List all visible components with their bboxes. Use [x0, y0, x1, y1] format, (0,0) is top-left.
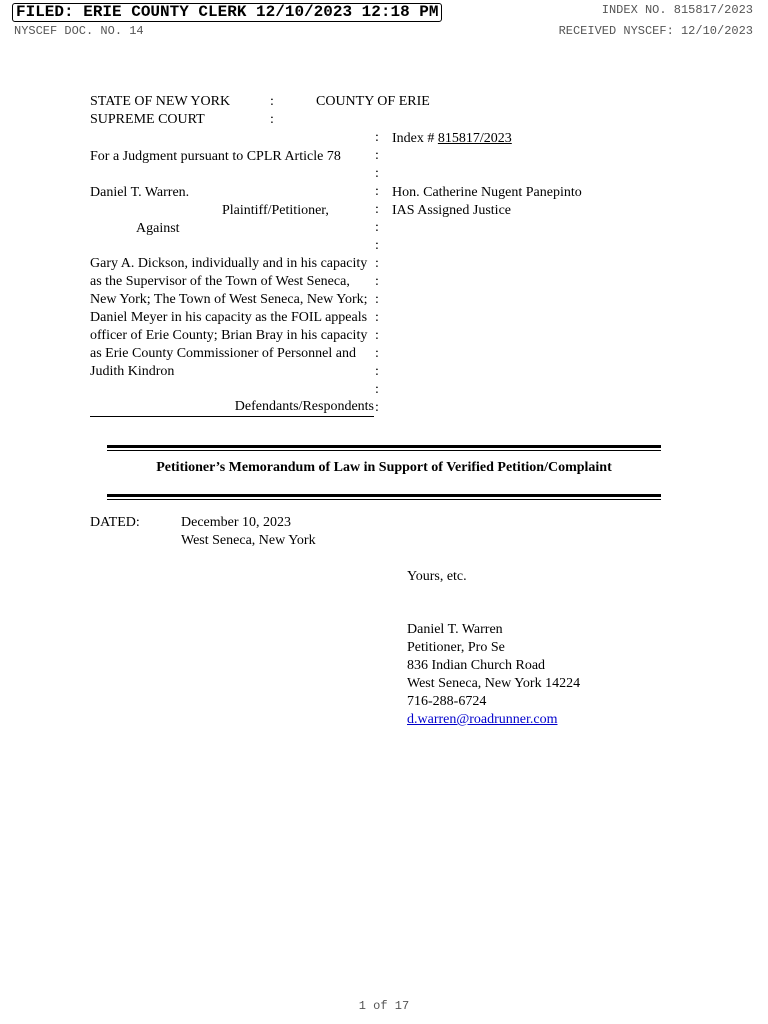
dated-label: DATED:	[90, 515, 140, 530]
caption-colon: :	[375, 310, 379, 325]
caption-colon: :	[375, 202, 379, 217]
caption-colon: :	[375, 382, 379, 397]
page-number: 1 of 17	[358, 999, 410, 1013]
caption-colon: :	[375, 328, 379, 343]
judgment-line: For a Judgment pursuant to CPLR Article 78	[90, 149, 341, 164]
signer-title: Petitioner, Pro Se	[407, 640, 505, 655]
caption-colon: :	[375, 292, 379, 307]
county-label: COUNTY OF ERIE	[316, 94, 430, 109]
signer-city: West Seneca, New York 14224	[407, 676, 581, 691]
index-value: 815817/2023	[437, 131, 512, 146]
caption-colon: :	[375, 130, 379, 145]
signer-street: 836 Indian Church Road	[407, 658, 546, 673]
judge-name: Hon. Catherine Nugent Panepinto	[392, 185, 582, 200]
caption-colon: :	[375, 166, 379, 181]
title-rule-top	[107, 445, 661, 451]
plaintiff-name: Daniel T. Warren.	[90, 185, 190, 200]
plaintiff-role: Plaintiff/Petitioner,	[222, 203, 329, 218]
defendants-list: Gary A. Dickson, individually and in his capacity as the Supervisor of the Town of West Seneca, New York; The Town of West Seneca, New York; Daniel Meyer in his capacity as the FOIL appeals officer of Erie County; Brian Bray in his capacity as Erie County Commissioner of Personnel and Judith Kindron	[90, 256, 368, 379]
signer-name: Daniel T. Warren	[407, 622, 503, 637]
caption-colon: :	[270, 112, 274, 127]
caption-colon: :	[270, 94, 274, 109]
state-label: STATE OF NEW YORK	[90, 94, 231, 109]
signer-email-link[interactable]: d.warren@roadrunner.com	[407, 712, 558, 727]
caption-colon: :	[375, 148, 379, 163]
court-label: SUPREME COURT	[90, 112, 205, 127]
closing-text: Yours, etc.	[407, 569, 467, 584]
caption-colon: :	[375, 220, 379, 235]
index-number: INDEX NO. 815817/2023	[601, 3, 753, 17]
caption-colon: :	[375, 256, 379, 271]
caption-colon: :	[375, 400, 379, 415]
caption-colon: :	[375, 238, 379, 253]
document-title: Petitioner’s Memorandum of Law in Support of Verified Petition/Complaint	[156, 460, 612, 475]
caption-colon: :	[375, 364, 379, 379]
index-label: Index #	[392, 131, 435, 146]
index-line	[392, 130, 512, 148]
nyscef-doc-number: NYSCEF DOC. NO. 14	[14, 24, 144, 38]
signer-phone: 716-288-6724	[407, 694, 487, 709]
dated-place: West Seneca, New York	[181, 533, 316, 548]
judge-role: IAS Assigned Justice	[392, 203, 511, 218]
title-rule-bottom	[107, 494, 661, 500]
caption-colon: :	[375, 274, 379, 289]
caption-colon: :	[375, 184, 379, 199]
filed-stamp: FILED: ERIE COUNTY CLERK 12/10/2023 12:18 PM	[12, 3, 442, 22]
defendants-role: Defendants/Respondents	[90, 398, 374, 417]
caption-colon: :	[375, 346, 379, 361]
against-label: Against	[136, 221, 180, 236]
received-date: RECEIVED NYSCEF: 12/10/2023	[558, 24, 753, 38]
dated-date: December 10, 2023	[181, 515, 292, 530]
